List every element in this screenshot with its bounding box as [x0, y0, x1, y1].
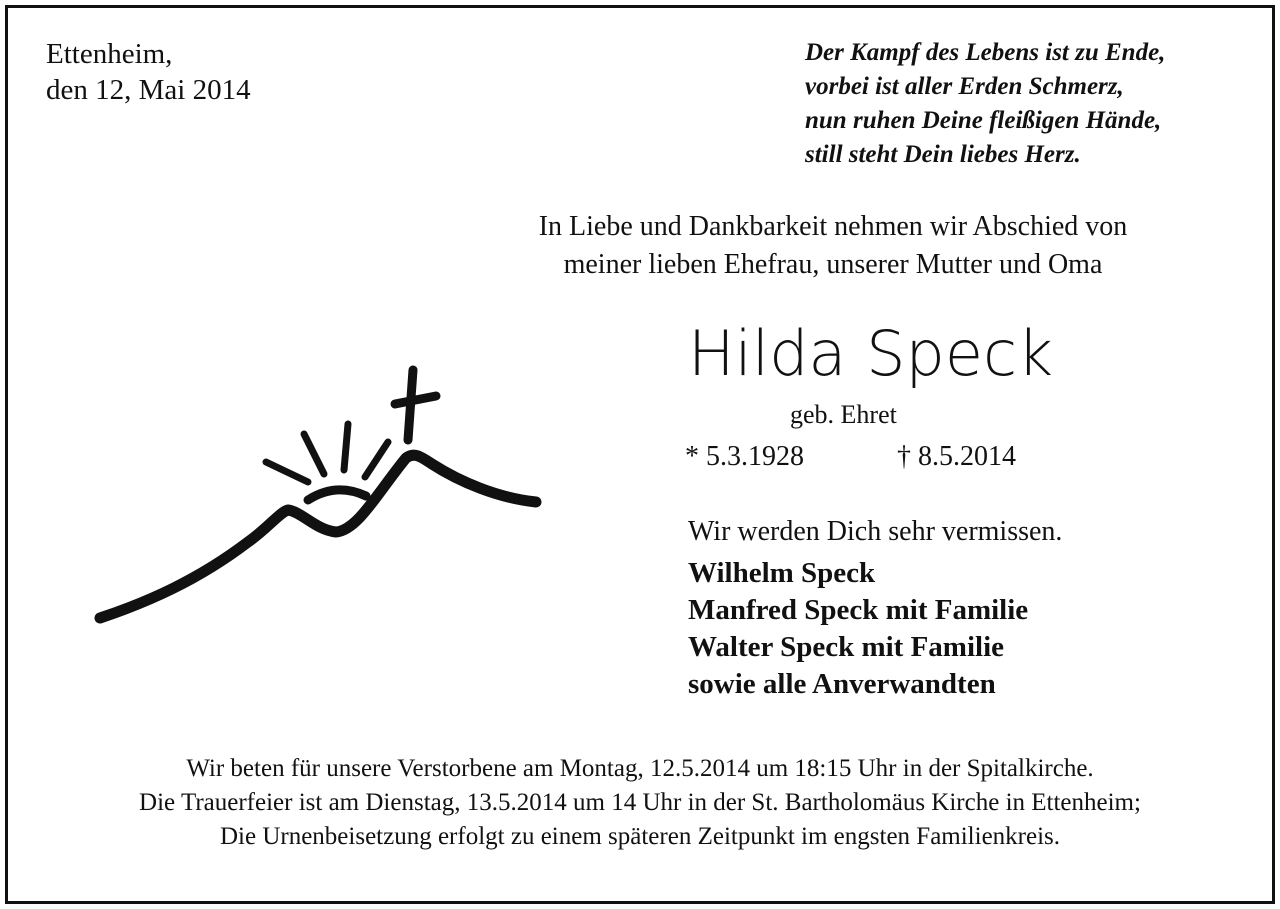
sun-arc — [308, 490, 366, 500]
place-date-block — [46, 36, 251, 108]
birth-date: * 5.3.1928 — [685, 441, 804, 472]
farewell-line: meiner lieben Ehefrau, unserer Mutter und Oma — [563, 249, 1103, 280]
poem-line: still steht Dein liebes Herz. — [805, 141, 1081, 168]
service-line: Die Trauerfeier ist am Dienstag, 13.5.2014 um 14 Uhr in der St. Bartholomäus Kirche in Ettenheim; — [139, 789, 1141, 816]
mourner: Wilhelm Speck — [688, 557, 876, 589]
poem — [805, 36, 1165, 172]
service-line: Wir beten für unsere Verstorbene am Montag, 12.5.2014 um 18:15 Uhr in der Spitalkirche. — [186, 755, 1094, 782]
sun-ray — [365, 442, 388, 477]
mourners-list — [688, 555, 1028, 703]
sun-ray — [266, 462, 308, 482]
mountain-sun-cross-icon — [88, 362, 558, 632]
deceased-name: Hilda Speck — [688, 317, 1053, 390]
sun-ray — [344, 424, 348, 470]
missing-text: Wir werden Dich sehr vermissen. — [688, 516, 1063, 547]
farewell-line: In Liebe und Dankbarkeit nehmen wir Abschied von — [538, 211, 1128, 242]
service-details — [20, 752, 1260, 854]
mourner: sowie alle Anverwandten — [688, 668, 996, 700]
birth-name: geb. Ehret — [790, 400, 897, 429]
cross-horizontal — [395, 396, 436, 404]
mourner: Walter Speck mit Familie — [688, 631, 1004, 663]
service-line: Die Urnenbeisetzung erfolgt zu einem späteren Zeitpunkt im engsten Familienkreis. — [219, 823, 1061, 850]
poem-line: nun ruhen Deine fleißigen Hände, — [805, 107, 1162, 134]
place: Ettenheim, — [46, 38, 173, 70]
mountain-line — [100, 455, 536, 618]
sun-ray — [304, 434, 324, 474]
farewell-text — [458, 208, 1208, 284]
poem-line: vorbei ist aller Erden Schmerz, — [805, 73, 1124, 100]
date: den 12, Mai 2014 — [46, 74, 251, 106]
poem-line: Der Kampf des Lebens ist zu Ende, — [805, 39, 1166, 66]
mourner: Manfred Speck mit Familie — [688, 594, 1029, 626]
death-date: † 8.5.2014 — [897, 441, 1016, 472]
